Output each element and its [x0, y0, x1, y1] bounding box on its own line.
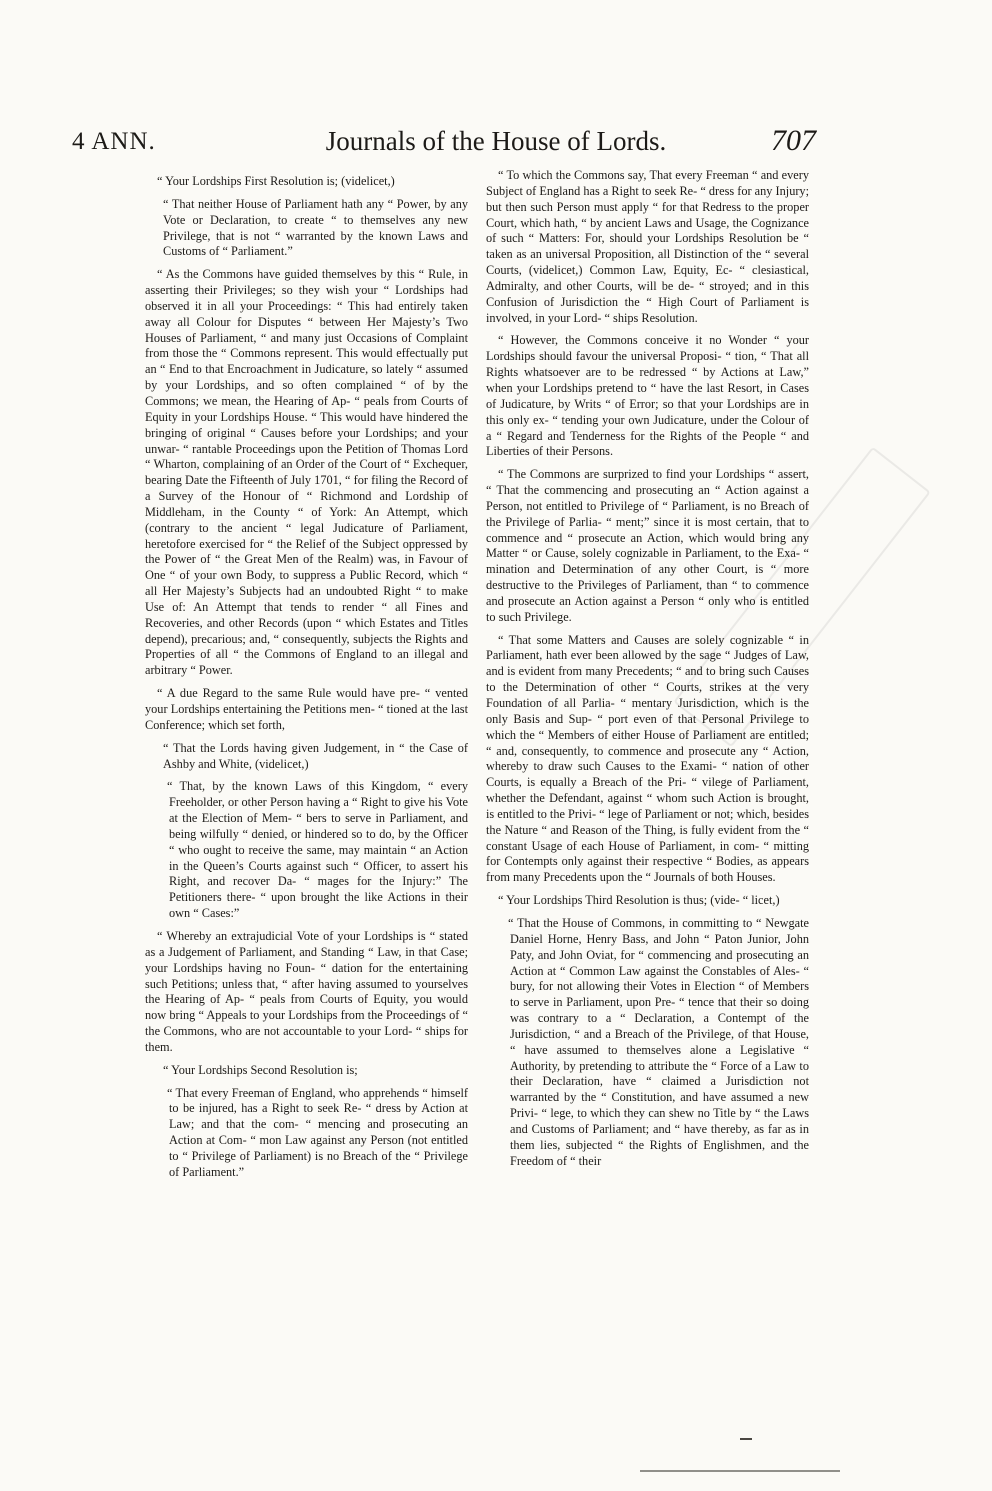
paragraph: “ However, the Commons conceive it no Wonder “ your Lordships should favour the universal Proposi- “ tion, “ That all Rights whatsoever are to be redressed “ by Actions at Law,” when your Lordships pretend to “ have the last Resort, in Cases of Judicature, by Writs “ of Error; so that your Lordships are in this only ex- “ tending your own Judicature, under the Colour of a “ Regard and Tenderness for the Rights of the People “ and Liberties of their Persons. [486, 333, 809, 459]
paragraph: “ A due Regard to the same Rule would have pre- “ vented your Lordships entertaining the Petitions men- “ tioned at the last Conference; which set forth, [145, 686, 468, 732]
quoted-petition: “ That the Lords having given Judgement, in “ the Case of Ashby and White, (videlicet,) [163, 740, 468, 771]
regnal-year: 4 ANN. [72, 128, 156, 155]
quoted-petition: “ That, by the known Laws of this Kingdom, “ every Freeholder, or other Person having a “ Right to give his Vote at the Election of Mem- “ bers to serve in Parliament, and being wilfully “ denied, or hindered so to do, by the Officer “ who ought to receive the same, may maintain “ an Action in the Queen’s Courts against such “ Officer, to assert his Right, and recover Da- “ mages for the Injury:” The Petitioners there- “ upon brought the like Actions in their own “ Cases:” [167, 779, 468, 921]
page-title: Journals of the House of Lords. [325, 126, 667, 156]
page-header [0, 122, 992, 172]
paragraph: “ Whereby an extrajudicial Vote of your Lordships is “ stated as a Judgement of Parliament, and Standing “ Law, in that Case; your Lordships having no Foun- “ dation for the entertaining such Petitions; unless that, “ after having assumed to yourselves the Hearing of Ap- “ peals from Courts of Equity, you would now bring “ Appeals to your Lordships from the Proceedings of “ the Commons, who are not accountable to your Lord- “ ships for them. [145, 928, 468, 1054]
resolution-heading: “ Your Lordships Third Resolution is thus; (vide- “ licet,) [498, 893, 780, 908]
page-number: 707 [771, 124, 816, 157]
left-column [145, 168, 468, 1188]
paragraph: “ As the Commons have guided themselves by this “ Rule, in asserting their Privileges; so they wish your “ Lordships had observed it in all your Proceedings: “ This had entirely taken away all Colour for Disputes “ between Her Majesty’s Two Houses of Parliament, “ and many just Occasions of Complaint from those the “ Commons represent. This would effectually put an “ End to that Encroachment in Judicature, so lately “ assumed by your Lordships, and so often complained “ of by the Commons; we mean, the Hearing of Ap- “ peals from Courts of Equity in your Lordships House. “ This would have hindered the bringing of original “ Causes before your Lordships; and your unwar- “ rantable Proceedings upon the Petition of Thomas Lord “ Wharton, complaining of an Order of the Court of “ Exchequer, bearing Date the Fifteenth of July 1701, “ for filing the Record of a Survey of the Honour of “ Richmond and Lordship of Middleham, in the County “ of York: An Attempt, which (contrary to the ancient “ legal Judicature of Parliament, heretofore exercised for “ the Relief of the Subject oppressed by the Power of “ the Great Men of the Realm) was, in Favour of One “ of your own Body, to suppress a Public Record, which “ all Her Majesty’s Subjects had an undoubted Right “ to make Use of: An Attempt that tends to render “ all Fines and Recoveries, and other Records (upon “ which Estates and Titles depend), precarious; and, “ consequently, subjects the Rights and Properties of all “ the Commons of England to an illegal and arbitrary “ Power. [145, 267, 468, 678]
paragraph: “ The Commons are surprized to find your Lordships “ assert, “ That the commencing and prosecuting an “ Action against a Person, not entitled to Privilege of “ Parliament, is no Breach of the Privilege of Parlia- “ ment;” since it is most certain, that to commence and “ prosecute an Action, which would bring any Matter “ or Cause, solely cognizable in Parliament, to the Exa- “ mination and Determination of any other Court, is “ more destructive to the Privileges of Parliament, than “ to commence and prosecute an Action against a Person “ only who is entitled to such Privilege. [486, 467, 809, 624]
quoted-resolution: “ That every Freeman of England, who apprehends “ himself to be injured, has a Right to seek Re- “ dress by Action at Law; and that the com- “ mencing and prosecuting an Action at Com- “ mon Law against any Person (not entitled to “ Privilege of Parliament) is no Breach of the “ Privilege of Parliament.” [167, 1085, 468, 1179]
quoted-resolution: “ That the House of Commons, in committing to “ Newgate Daniel Horne, Henry Bass, and John “ Paton Junior, John Paty, and John Oviat, for “ commencing and prosecuting an Action at “ Common Law against the Constables of Ales- “ bury, for not allowing their Votes in Election “ of Members to serve in Parliament, upon Pre- “ tence that their so doing was contrary to a “ Declaration, a Contempt of the Jurisdiction, “ and a Breach of the Privilege, of that House, “ have assumed to themselves alone a Legislative “ Authority, by pretending to attribute the “ Force of a Law to their Declaration, have “ claimed a Jurisdiction not warranted by the “ Constitution, and have assumed a new Privi- “ lege, to which they can shew no Title by “ the Laws and Customs of Parliament; and “ have thereby, as far as in them lies, subjected “ the Rights of Englishmen, and the Freedom of “ their [508, 915, 809, 1168]
paragraph: “ That some Matters and Causes are solely cognizable “ in Parliament, hath ever been allowed by the sage “ Judges of Law, and is evident from many Precedents; “ and to bring such Causes to the Determination of other “ Courts, strikes at the very Foundation of all Parlia- “ mentary Jurisdiction, which is the only Basis and Sup- “ port even of that Personal Privilege to which the “ Members of either House of Parliament are entitled; “ and, consequently, to commence and prosecute any “ Action, whereby to draw such Causes to the Exami- “ nation of other Courts, is equally a Breach of the Pri- “ vilege of Parliament, whether the Defendant, against “ whom such Action is brought, is entitled to the Privi- “ lege of Parliament or not; which, besides the Nature “ and Reason of the Thing, is fully evident from the “ constant Usage of each House of Parliament, in com- “ mitting for Contempts only against their respective “ Bodies, as appears from many Precedents upon the “ Journals of both Houses. [486, 632, 809, 885]
footer-mark [740, 1438, 752, 1440]
resolution-heading: “ Your Lordships Second Resolution is; [163, 1062, 358, 1077]
paragraph: “ Your Lordships First Resolution is; (videlicet,) [157, 174, 395, 188]
footer-rule [640, 1470, 840, 1472]
quoted-resolution: “ That neither House of Parliament hath any “ Power, by any Vote or Declaration, to create “ to themselves any new Privilege, that is not “ warranted by the known Laws and Customs of “ Parliament.” [163, 196, 468, 259]
paragraph: “ To which the Commons say, That every Freeman “ and every Subject of England has a Right to seek Re- “ dress for any Injury; but then such Person must apply “ for that Redress to the proper Court, which hath, “ by ancient Laws and Usage, the Cognizance of such “ Matters: For, should your Lordships Resolution be “ taken as an universal Proposition, all Distinction of the “ several Courts, (videlicet,) Common Law, Equity, Ec- “ clesiastical, Admiralty, and other Courts, will be de- “ stroyed; and in this Confusion of Jurisdiction the “ High Court of Parliament is involved, in your Lord- “ ships Resolution. [486, 168, 809, 325]
